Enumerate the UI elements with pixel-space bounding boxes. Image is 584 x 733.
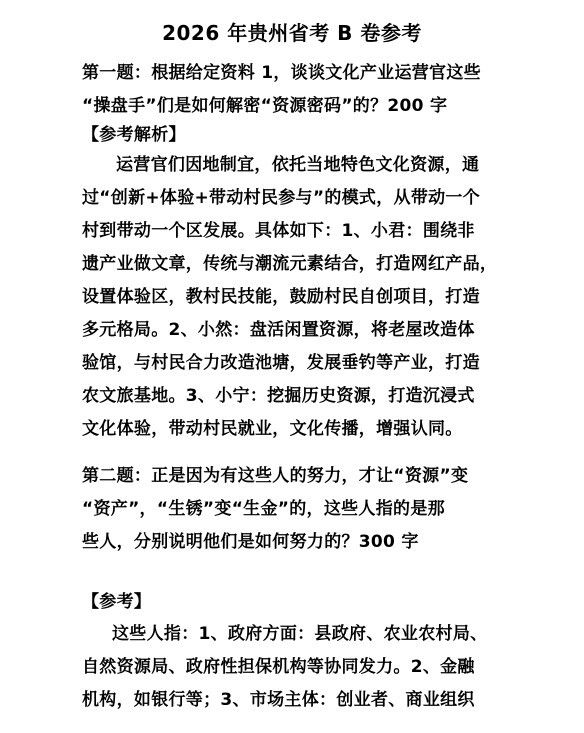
answer-1-heading: 【参考解析】: [82, 125, 186, 145]
answer-1-line: 村到带动一个区发展。具体如下：1、小君：围绕非: [82, 221, 475, 241]
question-2-line: “资产”，“生锈”变“生金”的，这些人指的是那: [82, 499, 445, 519]
question-2-line: 第二题：正是因为有这些人的努力，才让“资源”变: [82, 466, 469, 486]
answer-2-line: 自然资源局、政府性担保机构等协同发力。2、金融: [82, 657, 475, 677]
answer-2-line: 这些人指：1、政府方面：县政府、农业农村局、: [112, 624, 488, 644]
question-1-line: “操盘手”们是如何解密“资源密码”的？200 字: [82, 96, 448, 116]
answer-1-line: 验馆，与村民合力改造池塘，发展垂钓等产业，打造: [82, 353, 480, 373]
document-title: 2026 年贵州省考 B 卷参考: [162, 21, 422, 45]
question-2-line: 些人，分别说明他们是如何努力的？300 字: [82, 532, 419, 552]
answer-1-line: 多元格局。2、小然：盘活闲置资源，将老屋改造体: [82, 320, 475, 340]
answer-1-line: 遗产业做文章，传统与潮流元素结合，打造网红产品，: [82, 254, 498, 274]
answer-1-line: 文化体验，带动村民就业，文化传播，增强认同。: [82, 419, 463, 439]
answer-1-line: 过“创新+体验+带动村民参与”的模式，从带动一个: [82, 188, 481, 208]
answer-1: [82, 149, 502, 446]
answer-1-line: 设置体验区，教村民技能，鼓励村民自创项目，打造: [82, 287, 480, 307]
answer-2: [82, 618, 502, 717]
answer-1-line: 运营官们因地制宜，依托当地特色文化资源，通: [116, 155, 480, 175]
answer-1-line: 农文旅基地。3、小宁：挖掘历史资源，打造沉浸式: [82, 386, 475, 406]
question-1: [82, 57, 502, 123]
question-1-line: 第一题：根据给定资料 1，谈谈文化产业运营官这些: [82, 63, 481, 83]
answer-2-heading: 【参考】: [82, 592, 152, 612]
answer-2-heading-block: [82, 586, 502, 619]
answer-1-heading-block: [82, 119, 502, 152]
answer-2-line: 机构，如银行等；3、市场主体：创业者、商业组织: [82, 690, 475, 710]
question-2: [82, 460, 502, 559]
